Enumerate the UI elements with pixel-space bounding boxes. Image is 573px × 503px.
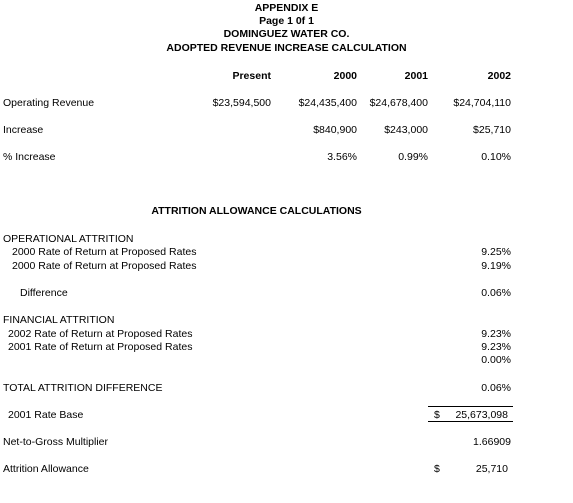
company-name: DOMINGUEZ WATER CO. bbox=[223, 28, 350, 40]
total-attrition-label: TOTAL ATTRITION DIFFERENCE bbox=[3, 382, 163, 394]
rate-base-bottom-rule bbox=[428, 421, 513, 422]
rate-base-value: 25,673,098 bbox=[455, 409, 508, 421]
attrition-allowance-value: 25,710 bbox=[475, 463, 508, 475]
operational-row1-value: 9.25% bbox=[481, 246, 511, 258]
page-indicator: Page 1 0f 1 bbox=[259, 15, 314, 27]
financial-row2-value: 9.23% bbox=[481, 341, 511, 353]
operational-difference-value: 0.06% bbox=[481, 287, 511, 299]
attrition-allowance-currency: $ bbox=[434, 463, 440, 475]
financial-attrition-heading: FINANCIAL ATTRITION bbox=[3, 314, 115, 326]
increase-2002: $25,710 bbox=[473, 124, 511, 136]
column-header-2002: 2002 bbox=[487, 70, 511, 82]
financial-difference-value: 0.00% bbox=[481, 354, 511, 366]
financial-row1-label: 2002 Rate of Return at Proposed Rates bbox=[8, 328, 193, 340]
total-attrition-value: 0.06% bbox=[481, 382, 511, 394]
column-header-2001: 2001 bbox=[404, 70, 428, 82]
rate-base-top-rule bbox=[428, 406, 513, 407]
rate-base-currency: $ bbox=[434, 409, 440, 421]
operating-revenue-2002: $24,704,110 bbox=[453, 97, 511, 109]
percent-increase-2000: 3.56% bbox=[327, 151, 357, 163]
operational-row2-label: 2000 Rate of Return at Proposed Rates bbox=[12, 260, 197, 272]
operational-difference-label: Difference bbox=[20, 287, 68, 299]
increase-label: Increase bbox=[3, 124, 44, 136]
attrition-allowance-label: Attrition Allowance bbox=[3, 463, 89, 475]
increase-2001: $243,000 bbox=[384, 124, 428, 136]
financial-row1-value: 9.23% bbox=[481, 328, 511, 340]
increase-2000: $840,900 bbox=[313, 124, 357, 136]
percent-increase-2002: 0.10% bbox=[481, 151, 511, 163]
financial-row2-label: 2001 Rate of Return at Proposed Rates bbox=[8, 341, 193, 353]
percent-increase-2001: 0.99% bbox=[398, 151, 428, 163]
operating-revenue-2000: $24,435,400 bbox=[298, 97, 357, 109]
operating-revenue-present: $23,594,500 bbox=[212, 97, 271, 109]
attrition-section-title: ATTRITION ALLOWANCE CALCULATIONS bbox=[151, 205, 362, 217]
percent-increase-label: % Increase bbox=[3, 151, 56, 163]
operational-row2-value: 9.19% bbox=[481, 260, 511, 272]
multiplier-value: 1.66909 bbox=[473, 436, 511, 448]
appendix-title: APPENDIX E bbox=[254, 2, 319, 14]
multiplier-label: Net-to-Gross Multiplier bbox=[3, 436, 109, 448]
column-header-2000: 2000 bbox=[333, 70, 357, 82]
operating-revenue-2001: $24,678,400 bbox=[369, 97, 428, 109]
column-header-present: Present bbox=[232, 70, 271, 82]
document-title: ADOPTED REVENUE INCREASE CALCULATION bbox=[166, 42, 407, 54]
operating-revenue-label: Operating Revenue bbox=[3, 97, 95, 109]
rate-base-label: 2001 Rate Base bbox=[8, 409, 84, 421]
operational-row1-label: 2000 Rate of Return at Proposed Rates bbox=[12, 246, 197, 258]
operational-attrition-heading: OPERATIONAL ATTRITION bbox=[3, 233, 134, 245]
